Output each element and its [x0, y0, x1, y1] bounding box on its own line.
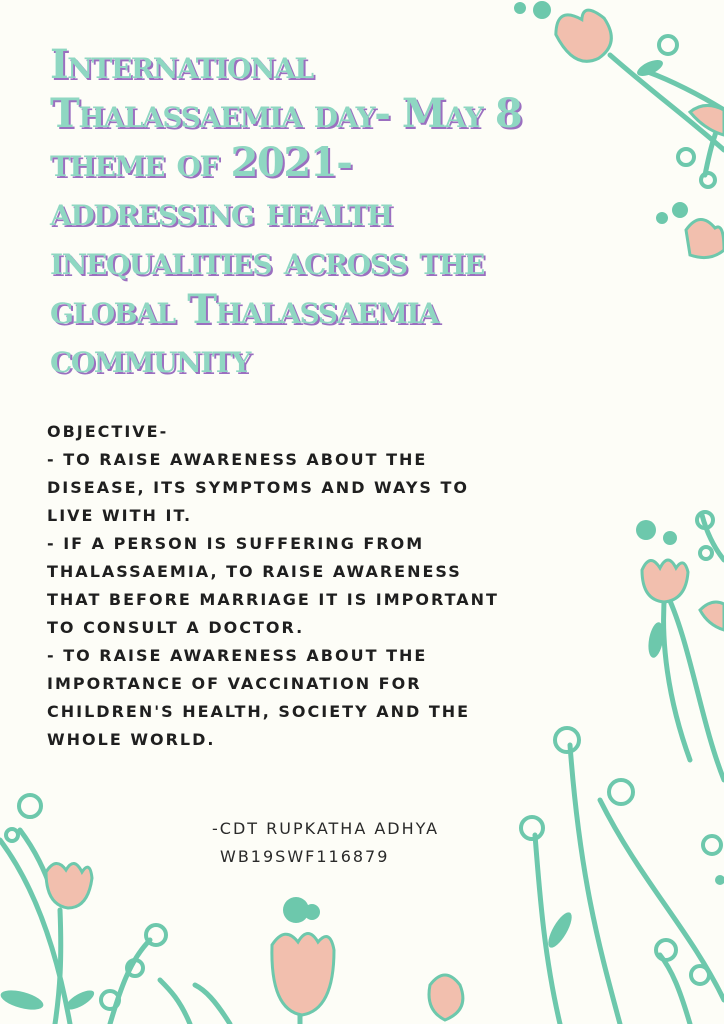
poster-title — [50, 40, 650, 383]
objective-line: TO CONSULT A DOCTOR. — [47, 618, 305, 637]
objective-line: - TO RAISE AWARENESS ABOUT THE — [47, 646, 428, 665]
author-name: -CDT RUPKATHA ADHYA — [212, 819, 440, 838]
objective-line: IMPORTANCE OF VACCINATION FOR — [47, 674, 422, 693]
objective-line: DISEASE, ITS SYMPTOMS AND WAYS TO — [47, 478, 470, 497]
objective-heading: OBJECTIVE- — [47, 422, 169, 441]
title-line: International — [50, 41, 313, 88]
objective-line: CHILDREN'S HEALTH, SOCIETY AND THE — [47, 702, 471, 721]
author-signature — [212, 815, 439, 871]
objective-line: THALASSAEMIA, TO RAISE AWARENESS — [47, 562, 462, 581]
title-line: theme of 2021- — [50, 139, 352, 186]
title-line: Thalassaemia day- May 8 — [50, 90, 522, 137]
objective-line: WHOLE WORLD. — [47, 730, 216, 749]
objective-line: LIVE WITH IT. — [47, 506, 193, 525]
author-id: WB19SWF116879 — [220, 847, 390, 866]
objective-line: - TO RAISE AWARENESS ABOUT THE — [47, 450, 428, 469]
title-line: addressing health — [50, 188, 392, 235]
objective-line: - IF A PERSON IS SUFFERING FROM — [47, 534, 425, 553]
objective-text — [47, 418, 527, 754]
title-line: inequalities across the — [50, 237, 484, 284]
objective-line: THAT BEFORE MARRIAGE IT IS IMPORTANT — [47, 590, 499, 609]
title-line: community — [50, 335, 250, 382]
title-line: global Thalassaemia — [50, 286, 439, 333]
